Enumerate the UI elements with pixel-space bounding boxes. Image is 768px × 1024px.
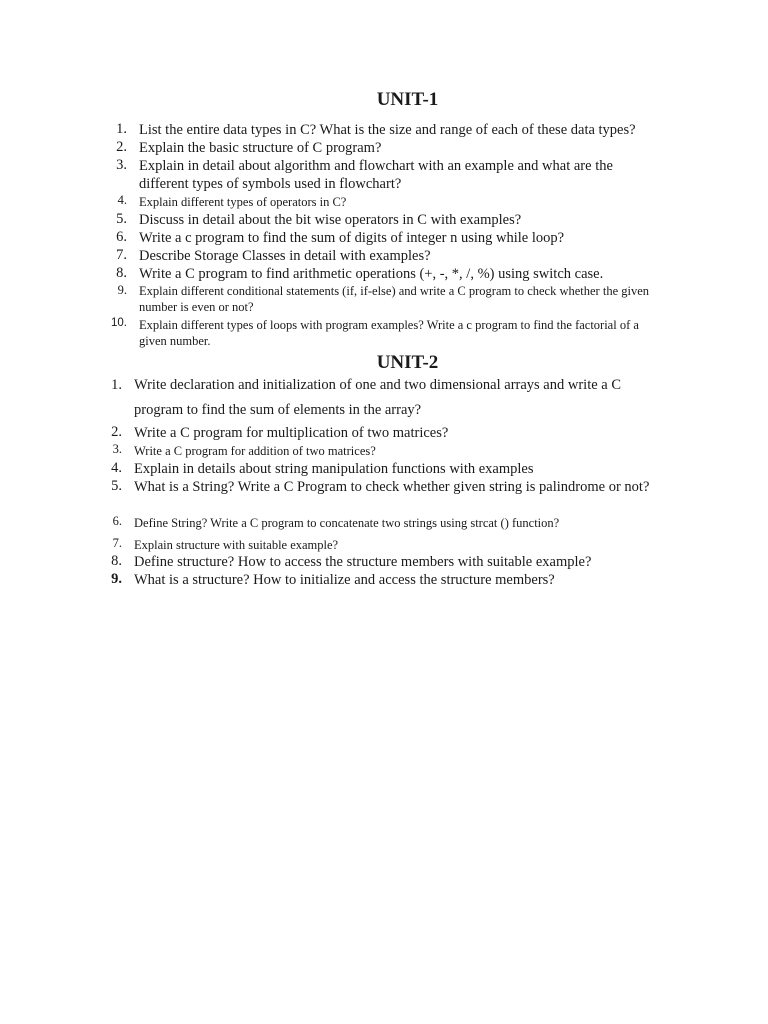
item-number: 1. — [111, 377, 122, 393]
item-number: 9. — [111, 571, 122, 587]
item-text: What is a String? Write a C Program to check whether given string is palindrome or not? — [134, 479, 650, 495]
item-text: Explain in details about string manipulation functions with examples — [134, 461, 534, 477]
item-number: 7. — [112, 536, 122, 550]
list-item — [0, 460, 674, 478]
item-number: 9. — [117, 283, 127, 297]
item-number: 8. — [111, 553, 122, 569]
list-item — [0, 571, 674, 589]
item-text: Write declaration and initialization of one and two dimensional arrays and write a C program to find the sum of elements in the array? — [134, 377, 622, 418]
item-number: 4. — [111, 460, 122, 476]
item-number: 2. — [111, 424, 122, 440]
list-item — [0, 121, 699, 139]
item-text: Explain different types of operators in C? — [139, 195, 347, 209]
unit-1-heading: UNIT-1 — [376, 89, 439, 110]
item-text: Write a c program to find the sum of digits of integer n using while loop? — [139, 230, 565, 246]
list-item — [0, 442, 674, 460]
item-text: List the entire data types in C? What is the size and range of each of these data types? — [139, 122, 636, 138]
item-number: 5. — [111, 478, 122, 494]
item-text: Write a C program to find arithmetic operations (+, -, *, /, %) using switch case. — [139, 266, 604, 282]
item-text: Define structure? How to access the structure members with suitable example? — [134, 554, 592, 570]
list-item — [0, 157, 659, 193]
item-text: Explain the basic structure of C program? — [139, 140, 382, 156]
item-number: 10. — [111, 317, 127, 329]
item-text: Describe Storage Classes in detail with examples? — [139, 248, 431, 264]
list-item — [0, 247, 679, 265]
item-number: 3. — [116, 157, 127, 173]
item-text: Write a C program for addition of two matrices? — [134, 444, 376, 458]
item-number: 4. — [117, 193, 127, 207]
item-number: 3. — [112, 442, 122, 456]
item-number: 5. — [116, 211, 127, 227]
list-item — [0, 283, 679, 315]
item-number: 6. — [112, 514, 122, 528]
item-number: 6. — [116, 229, 127, 245]
item-number: 1. — [116, 121, 127, 137]
item-text: Explain structure with suitable example? — [134, 538, 339, 552]
item-number: 2. — [116, 139, 127, 155]
list-item — [0, 536, 674, 554]
item-text: What is a structure? How to initialize and access the structure members? — [134, 572, 555, 588]
list-item — [0, 193, 679, 211]
item-text: Discuss in detail about the bit wise operators in C with examples? — [139, 212, 522, 228]
list-item — [0, 553, 674, 571]
list-item — [0, 424, 674, 442]
list-item — [0, 317, 649, 349]
list-item — [0, 139, 679, 157]
list-item — [0, 265, 679, 283]
item-text: Define String? Write a C program to concatenate two strings using strcat () function? — [134, 516, 560, 530]
list-item — [0, 229, 679, 247]
item-text: Explain different types of loops with program examples? Write a c program to find the factorial of a given number. — [139, 318, 639, 348]
list-item — [0, 373, 669, 423]
list-item — [0, 211, 679, 229]
item-number: 8. — [116, 265, 127, 281]
item-number: 7. — [116, 247, 127, 263]
list-item — [0, 478, 664, 496]
item-text: Explain in detail about algorithm and flowchart with an example and what are the different types of symbols used in flowchart? — [139, 158, 613, 192]
unit-2-heading: UNIT-2 — [376, 352, 439, 373]
item-text: Explain different conditional statements (if, if-else) and write a C program to check whether the given number is even or not? — [139, 284, 650, 314]
list-item — [0, 514, 674, 532]
item-text: Write a C program for multiplication of two matrices? — [134, 425, 449, 441]
